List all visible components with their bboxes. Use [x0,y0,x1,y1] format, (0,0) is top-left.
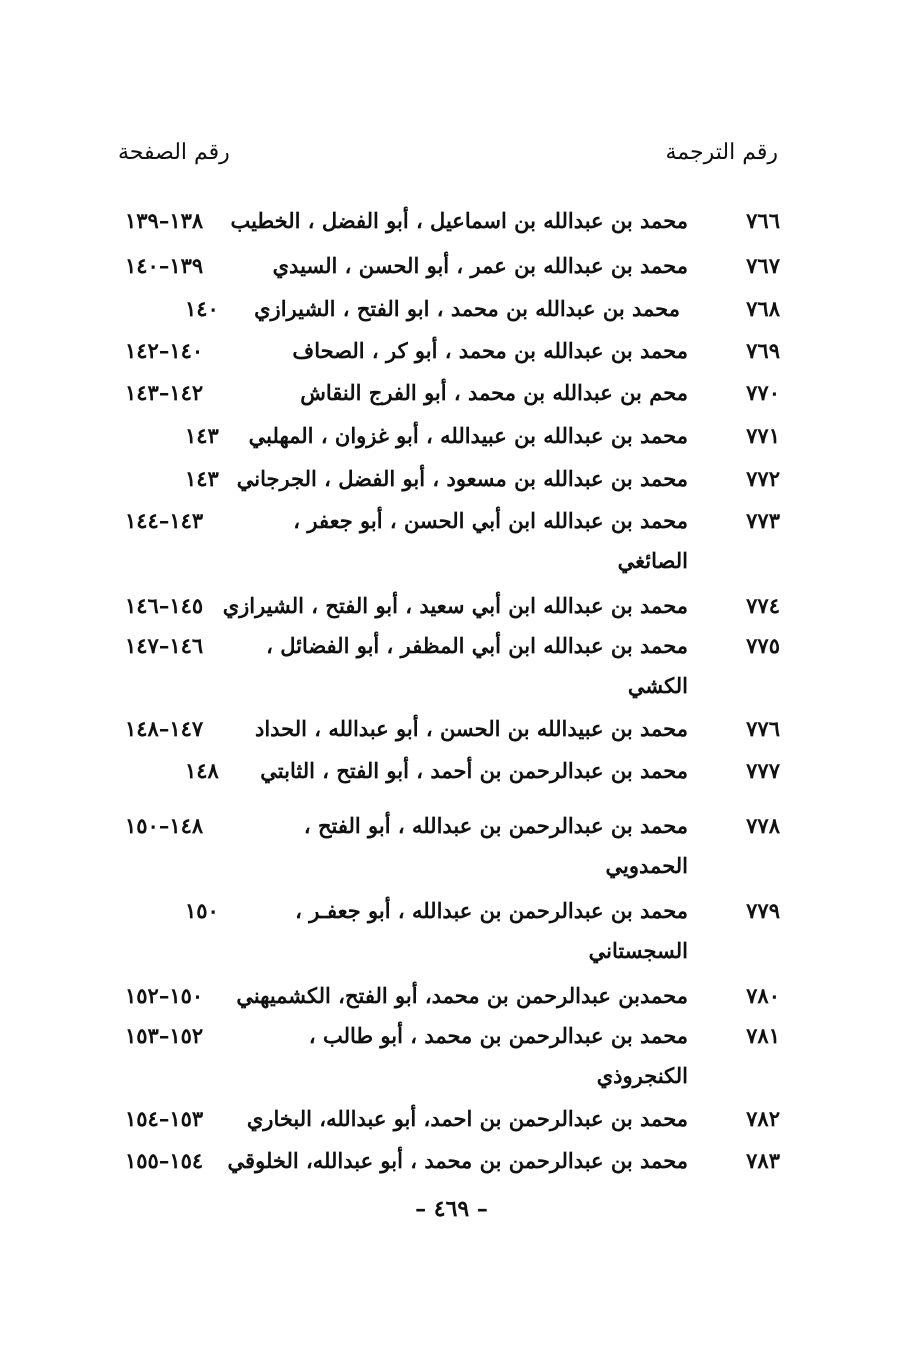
entry-number: ٧٧٠ [746,380,780,405]
entry-text: محمد بن عبيدالله بن الحسن ، أبو عبدالله ، الحداد [254,716,688,741]
entry-pages: ١٤٦–١٤٧ [125,633,204,658]
entry-pages: ١٤٨–١٥٠ [125,813,204,838]
entry-pages: ١٤٠ [185,296,219,321]
entry-text: محمد بن عبدالرحمن بن أحمد ، أبو الفتح ، الثابتي [260,758,688,783]
entry-continuation: الحمدويي [605,853,688,878]
entry-number: ٧٦٩ [746,338,780,363]
entry-number: ٧٦٦ [746,208,780,233]
entry-continuation: الكشي [627,673,688,698]
entry-pages: ١٣٩–١٤٠ [125,253,204,278]
entry-number: ٧٨٢ [746,1106,780,1131]
entry-text: محمد بن عبدالرحمن بن محمد ، أبو طالب ، [308,1023,688,1048]
entry-continuation: الكنجروذي [596,1063,688,1088]
entry-text: محمد بن عبدالله ابن أبي الحسن ، أبو جعفر ، [293,508,688,533]
entry-number: ٧٧٧ [746,758,780,783]
entry-text: محمد بن عبدالله بن عمر ، أبو الحسن ، السيدي [272,253,688,278]
entry-number: ٧٨٣ [746,1148,780,1173]
entry-number: ٧٧٢ [746,466,780,491]
entry-text: محمد بن عبدالرحمن بن عبدالله ، أبو الفتح ، [303,813,688,838]
entry-text: محمد بن عبدالله بن محمد ، ابو الفتح ، الشيرازي [254,296,680,321]
page-number-column-title: رقم الصفحة [118,140,230,165]
entry-continuation: السجستاني [588,938,688,963]
entry-number: ٧٧٦ [746,716,780,741]
entry-text: محمد بن عبدالله بن مسعود ، أبو الفضل ، الجرجاني [236,466,688,491]
entry-number: ٧٨٠ [746,983,780,1008]
entry-number: ٧٧٣ [746,508,780,533]
entry-text: محمدبن عبدالرحمن بن محمد، أبو الفتح، الكشميهني [236,983,688,1008]
page-number: – ٤٦٩ – [415,1196,488,1222]
entry-pages: ١٥٠–١٥٢ [125,983,204,1008]
entry-pages: ١٥٣–١٥٤ [125,1106,204,1131]
entry-pages: ١٥٢–١٥٣ [125,1023,204,1048]
entry-continuation: الصائغي [617,548,688,573]
entry-text: محمد بن عبدالرحمن بن عبدالله ، أبو جعفـر ، [295,898,688,923]
entry-text: محمد بن عبدالله بن محمد ، أبو كر ، الصحاف [292,338,688,363]
entry-pages: ١٤٨ [185,758,219,783]
entry-number-column-title: رقم الترجمة [665,140,778,165]
entry-pages: ١٥٠ [185,898,219,923]
entry-pages: ١٣٨–١٣٩ [125,208,204,233]
column-header [118,140,778,180]
entry-number: ٧٧٤ [746,593,780,618]
entry-pages: ١٤٣–١٤٤ [125,508,204,533]
entry-text: محمد بن عبدالله ابن أبي سعيد ، أبو الفتح ، الشيرازي [222,593,688,618]
entry-text: محم بن عبدالله بن محمد ، أبو الفرج النقاش [300,380,688,405]
entry-pages: ١٤٢–١٤٣ [125,380,204,405]
entry-pages: ١٤٥–١٤٦ [125,593,204,618]
entry-text: محمد بن عبدالله بن عبيدالله ، أبو غزوان ، المهلبي [248,423,688,448]
entry-text: محمد بن عبدالرحمن بن محمد ، أبو عبدالله، الخلوقي [227,1148,688,1173]
entry-number: ٧٧٥ [746,633,780,658]
entry-pages: ١٤٣ [185,423,219,448]
entry-number: ٧٦٧ [746,253,780,278]
entry-number: ٧٦٨ [746,296,780,321]
entry-pages: ١٤٣ [185,466,219,491]
entry-pages: ١٥٤–١٥٥ [125,1148,204,1173]
entry-number: ٧٨١ [746,1023,780,1048]
entry-pages: ١٤٧–١٤٨ [125,716,204,741]
entry-text: محمد بن عبدالله بن اسماعيل ، أبو الفضل ، الخطيب [230,208,688,233]
entry-pages: ١٤٠–١٤٢ [125,338,204,363]
entry-number: ٧٧٨ [746,813,780,838]
entry-number: ٧٧٩ [746,898,780,923]
entry-text: محمد بن عبدالله ابن أبي المظفر ، أبو الفضائل ، [266,633,688,658]
entry-text: محمد بن عبدالرحمن بن احمد، أبو عبدالله، البخاري [246,1106,688,1131]
entry-number: ٧٧١ [746,423,780,448]
